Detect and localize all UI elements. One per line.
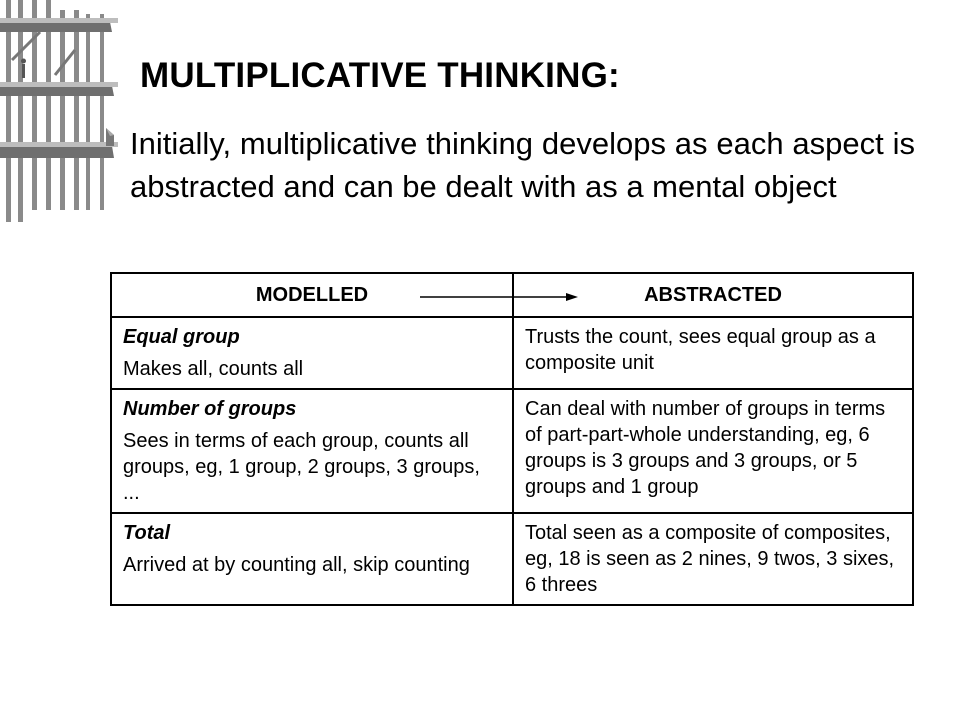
- modelled-text: Makes all, counts all: [123, 358, 304, 380]
- modelled-text: Sees in terms of each group, counts all groups, eg, 1 group, 2 groups, 3 groups, ...: [123, 430, 480, 504]
- stage-label: Number of groups: [123, 398, 297, 420]
- page-title: MULTIPLICATIVE THINKING:: [140, 56, 620, 95]
- table-row: [111, 513, 913, 605]
- modelled-text: Arrived at by counting all, skip counting: [123, 554, 470, 576]
- column-header-modelled: MODELLED: [111, 273, 513, 317]
- stage-label: Total: [123, 522, 171, 544]
- bullet-icon: [103, 126, 117, 148]
- comparison-table: [110, 272, 914, 606]
- scaffold-building-icon: [0, 0, 120, 230]
- modelled-cell: [111, 513, 513, 605]
- table-row: [111, 389, 913, 513]
- abstracted-cell: Trusts the count, sees equal group as a composite unit: [513, 317, 913, 389]
- table-row: [111, 317, 913, 389]
- abstracted-cell: Total seen as a composite of composites, eg, 18 is seen as 2 nines, 9 twos, 3 sixes, 6 threes: [513, 513, 913, 605]
- column-header-abstracted: ABSTRACTED: [513, 273, 913, 317]
- intro-paragraph: Initially, multiplicative thinking develops as each aspect is abstracted and can be dealt with as a mental object: [130, 126, 915, 204]
- arrow-right-icon: [420, 291, 580, 303]
- modelled-cell: [111, 317, 513, 389]
- abstracted-cell: Can deal with number of groups in terms of part-part-whole understanding, eg, 6 groups is 3 groups and 3 groups, or 5 groups and 1 group: [513, 389, 913, 513]
- modelled-cell: [111, 389, 513, 513]
- stage-label: Equal group: [123, 326, 240, 348]
